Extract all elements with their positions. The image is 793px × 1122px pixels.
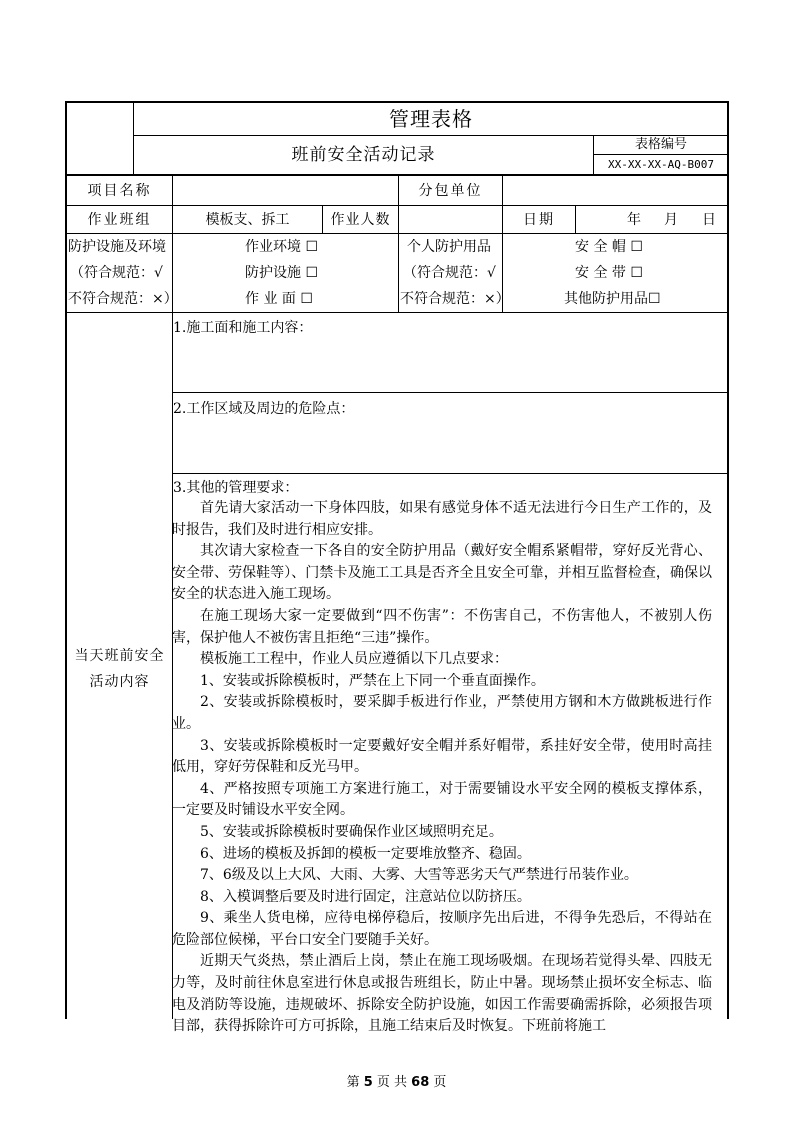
worker-count-label: 作业人数 (330, 212, 391, 228)
check-safety-belt[interactable]: 安 全 带 ☐ (575, 265, 643, 281)
check-protective-facilities[interactable]: 防护设施 ☐ (245, 265, 319, 281)
ppe-label-2: （符合规范：√ (403, 265, 496, 281)
paragraph: 其次请大家检查一下各自的安全防护用品（戴好安全帽系紧帽带，穿好反光背心、安全带、劳保鞋等）、门禁卡及施工工具是否齐全且安全可靠，并相互监督检查，确保以安全的状态进入施工现场。 (172, 543, 712, 603)
protection-env-label-2: （符合规范：√ (70, 265, 163, 281)
project-name-value[interactable] (176, 183, 394, 199)
footer-prefix: 第 (346, 1075, 364, 1090)
ppe-label-1: 个人防护用品 (407, 239, 491, 255)
protection-env-label-1: 防护设施及环境 (68, 239, 166, 255)
paragraph: 在施工现场大家一定要做到“四不伤害”：不伤害自己，不伤害他人，不被别人伤害，保护他人不被伤害且拒绝“三违”操作。 (172, 607, 712, 646)
team-label: 作业班组 (87, 212, 152, 228)
form-subtitle: 班前安全活动记录 (291, 145, 436, 165)
worker-count-value[interactable] (401, 212, 499, 228)
form-code-value: XX-XX-XX-AQ-B007 (608, 158, 714, 171)
paragraph: 首先请大家活动一下身体四肢，如果有感觉身体不适无法进行今日生产工作的，及时报告，我们及时进行相应安排。 (172, 500, 712, 538)
subcontractor-label: 分包单位 (418, 183, 483, 199)
paragraph: 2、安装或拆除模板时，要采脚手板进行作业，严禁使用方钢和木方做跳板进行作业。 (172, 694, 712, 732)
activity-side-label-2: 活动内容 (89, 674, 150, 690)
footer-middle: 页 共 (372, 1075, 412, 1090)
date-label: 日期 (523, 212, 555, 228)
requirements-text (172, 498, 712, 1035)
project-name-label: 项目名称 (87, 183, 152, 199)
footer-suffix: 页 (429, 1075, 447, 1090)
paragraph: 模板施工工程中，作业人员应遵循以下几点要求： (200, 651, 508, 668)
paragraph: 6、进场的模板及拆卸的模板一定要堆放整齐、稳固。 (200, 845, 531, 862)
form-code-label: 表格编号 (634, 137, 687, 152)
paragraph: 7、6级及以上大风、大雨、大雾、大雪等恶劣天气严禁进行吊装作业。 (200, 867, 638, 884)
paragraph: 9、乘坐人货电梯，应待电梯停稳后，按顺序先出后进，不得争先恐后，不得站在危险部位候梯，平台口安全门要随手关好。 (172, 910, 712, 948)
paragraph: 近期天气炎热，禁止酒后上岗，禁止在施工现场吸烟。在现场若觉得头晕、四肢无力等，及时前往休息室进行休息或报告班组长，防止中暑。现场禁止损坏安全标志、临电及消防等设施，违规破坏、拆除安全防护设施，如因工作需要确需拆除，必须报告项目部，获得拆除许可方可拆除，且施工结束后及时恢复。下班前将施工 (172, 953, 712, 1035)
activity-side-label-1: 当天班前安全 (74, 648, 165, 664)
footer-page-total: 68 (411, 1075, 430, 1090)
paragraph: 3、安装或拆除模板时一定要戴好安全帽并系好帽带，系挂好安全带，使用时高挂低用，穿好劳保鞋和反光马甲。 (172, 737, 712, 776)
date-year: 年 (627, 212, 641, 228)
paragraph: 1、安装或拆除模板时，严禁在上下同一个垂直面操作。 (200, 672, 545, 689)
team-value[interactable]: 模板支、拆工 (205, 212, 290, 228)
date-day: 日 (702, 212, 716, 228)
page-footer (0, 1071, 793, 1090)
footer-page-number: 5 (363, 1075, 373, 1090)
date-month: 月 (664, 212, 678, 228)
ppe-label-3: 不符合规范：×） (400, 291, 510, 307)
page-title: 管理表格 (389, 107, 473, 131)
check-work-surface[interactable]: 作 业 面 ☐ (245, 291, 313, 307)
check-other-ppe[interactable]: 其他防护用品☐ (564, 291, 661, 307)
paragraph: 4、严格按照专项施工方案进行施工，对于需要铺设水平安全网的模板支撑体系，一定要及时铺设水平安全网。 (172, 780, 712, 819)
section-work-content: 1.施工面和施工内容： (173, 320, 313, 336)
section-management-requirements: 3.其他的管理要求： (173, 480, 299, 496)
section-hazards: 2.工作区域及周边的危险点： (173, 401, 355, 417)
check-work-environment[interactable]: 作业环境 ☐ (245, 239, 319, 255)
protection-env-label-3: 不符合规范：×） (68, 291, 178, 307)
paragraph: 5、安装或拆除模板时要确保作业区域照明充足。 (200, 823, 503, 840)
subcontractor-value[interactable] (506, 183, 724, 199)
paragraph: 8、入模调整后要及时进行固定，注意站位以防挤压。 (200, 888, 531, 905)
check-helmet[interactable]: 安 全 帽 ☐ (575, 239, 643, 255)
